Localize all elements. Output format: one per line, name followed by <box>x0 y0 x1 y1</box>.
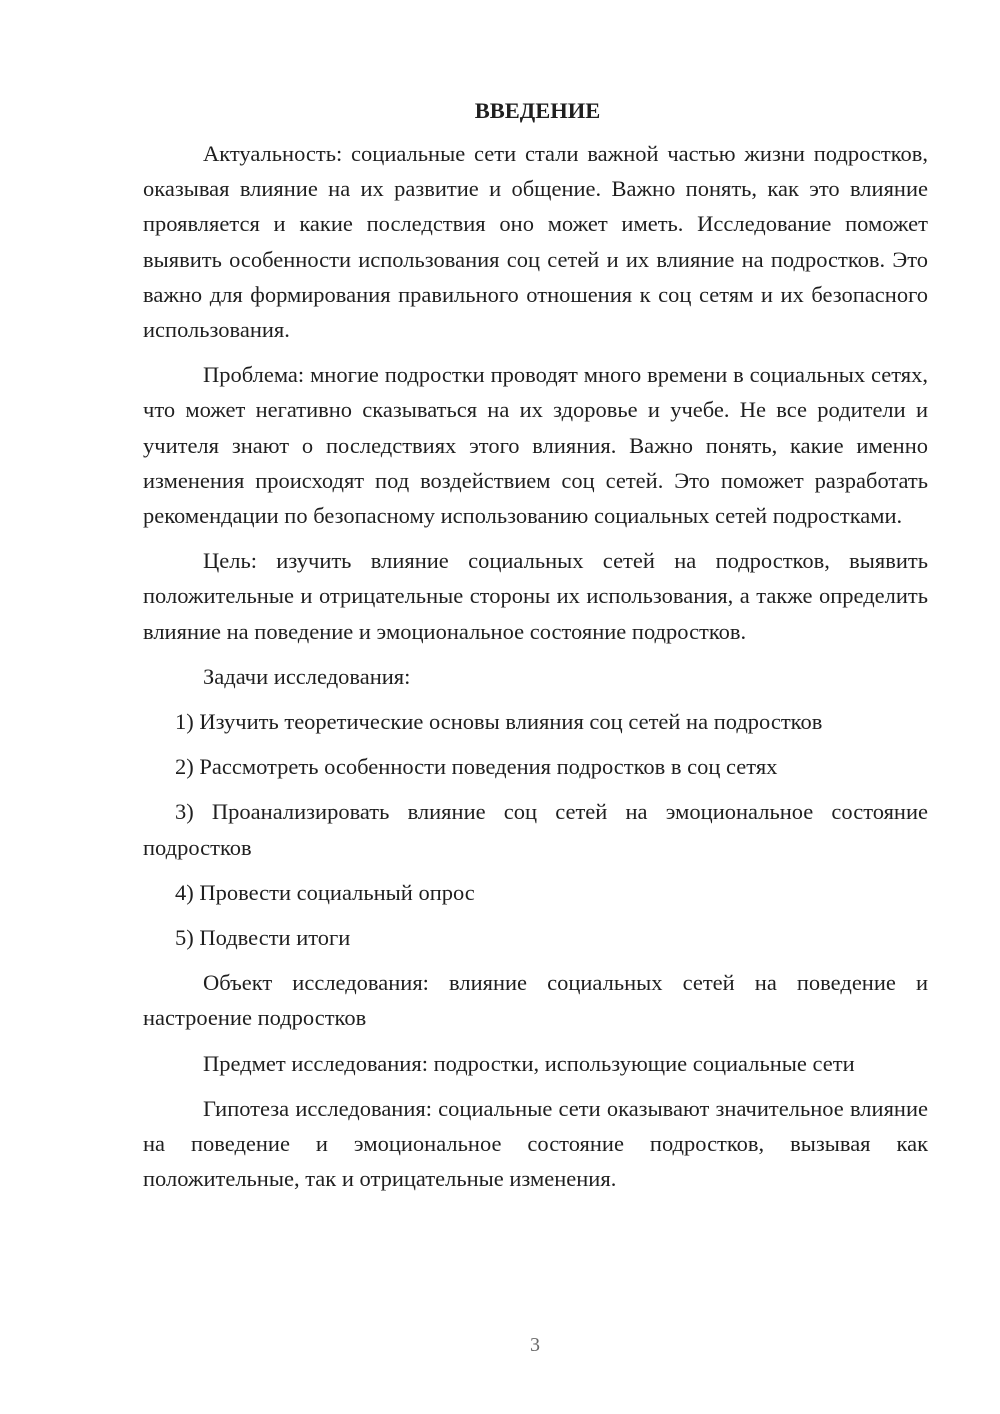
problem-paragraph: Проблема: многие подростки проводят много времени в социальных сетях, что может негативно сказываться на их здоровье и учебе. Не все родители и учителя знают о последствиях этого влияния. Важно понять, какие именно изменения происходят под воздействием соц сетей. Это поможет разработать рекомендации по безопасному использованию социальных сетей подростками. <box>143 362 928 529</box>
goal-paragraph: Цель: изучить влияние социальных сетей на подростков, выявить положительные и отрицательные стороны их использования, а также определить влияние на поведение и эмоциональное состояние подростков. <box>143 548 928 644</box>
relevance-paragraph: Актуальность: социальные сети стали важной частью жизни подростков, оказывая влияние на их развитие и общение. Важно понять, как это влияние проявляется и какие последствия оно может иметь. Исследование поможет выявить особенности использования соц сетей и их влияние на подростков. Это важно для формирования правильного отношения к соц сетям и их безопасного использования. <box>143 141 928 343</box>
task-item-1: 1) Изучить теоретические основы влияния соц сетей на подростков <box>175 709 823 735</box>
tasks-heading: Задачи исследования: <box>203 663 411 689</box>
subject-paragraph: Предмет исследования: подростки, использующие социальные сети <box>203 1050 855 1076</box>
page-number: 3 <box>530 1334 540 1356</box>
object-paragraph: Объект исследования: влияние социальных сетей на поведение и настроение подростков <box>143 970 928 1031</box>
hypothesis-paragraph: Гипотеза исследования: социальные сети оказывают значительное влияние на поведение и эмоциональное состояние подростков, вызывая как положительные, так и отрицательные изменения. <box>143 1095 928 1192</box>
task-item-3: 3) Проанализировать влияние соц сетей на эмоциональное состояние подростков <box>143 799 928 860</box>
section-title: ВВЕДЕНИЕ <box>474 98 601 123</box>
task-item-2: 2) Рассмотреть особенности поведения подростков в соц сетях <box>175 754 778 780</box>
task-item-4: 4) Провести социальный опрос <box>175 879 475 905</box>
document-page <box>143 96 928 1206</box>
task-item-5: 5) Подвести итоги <box>175 925 351 951</box>
